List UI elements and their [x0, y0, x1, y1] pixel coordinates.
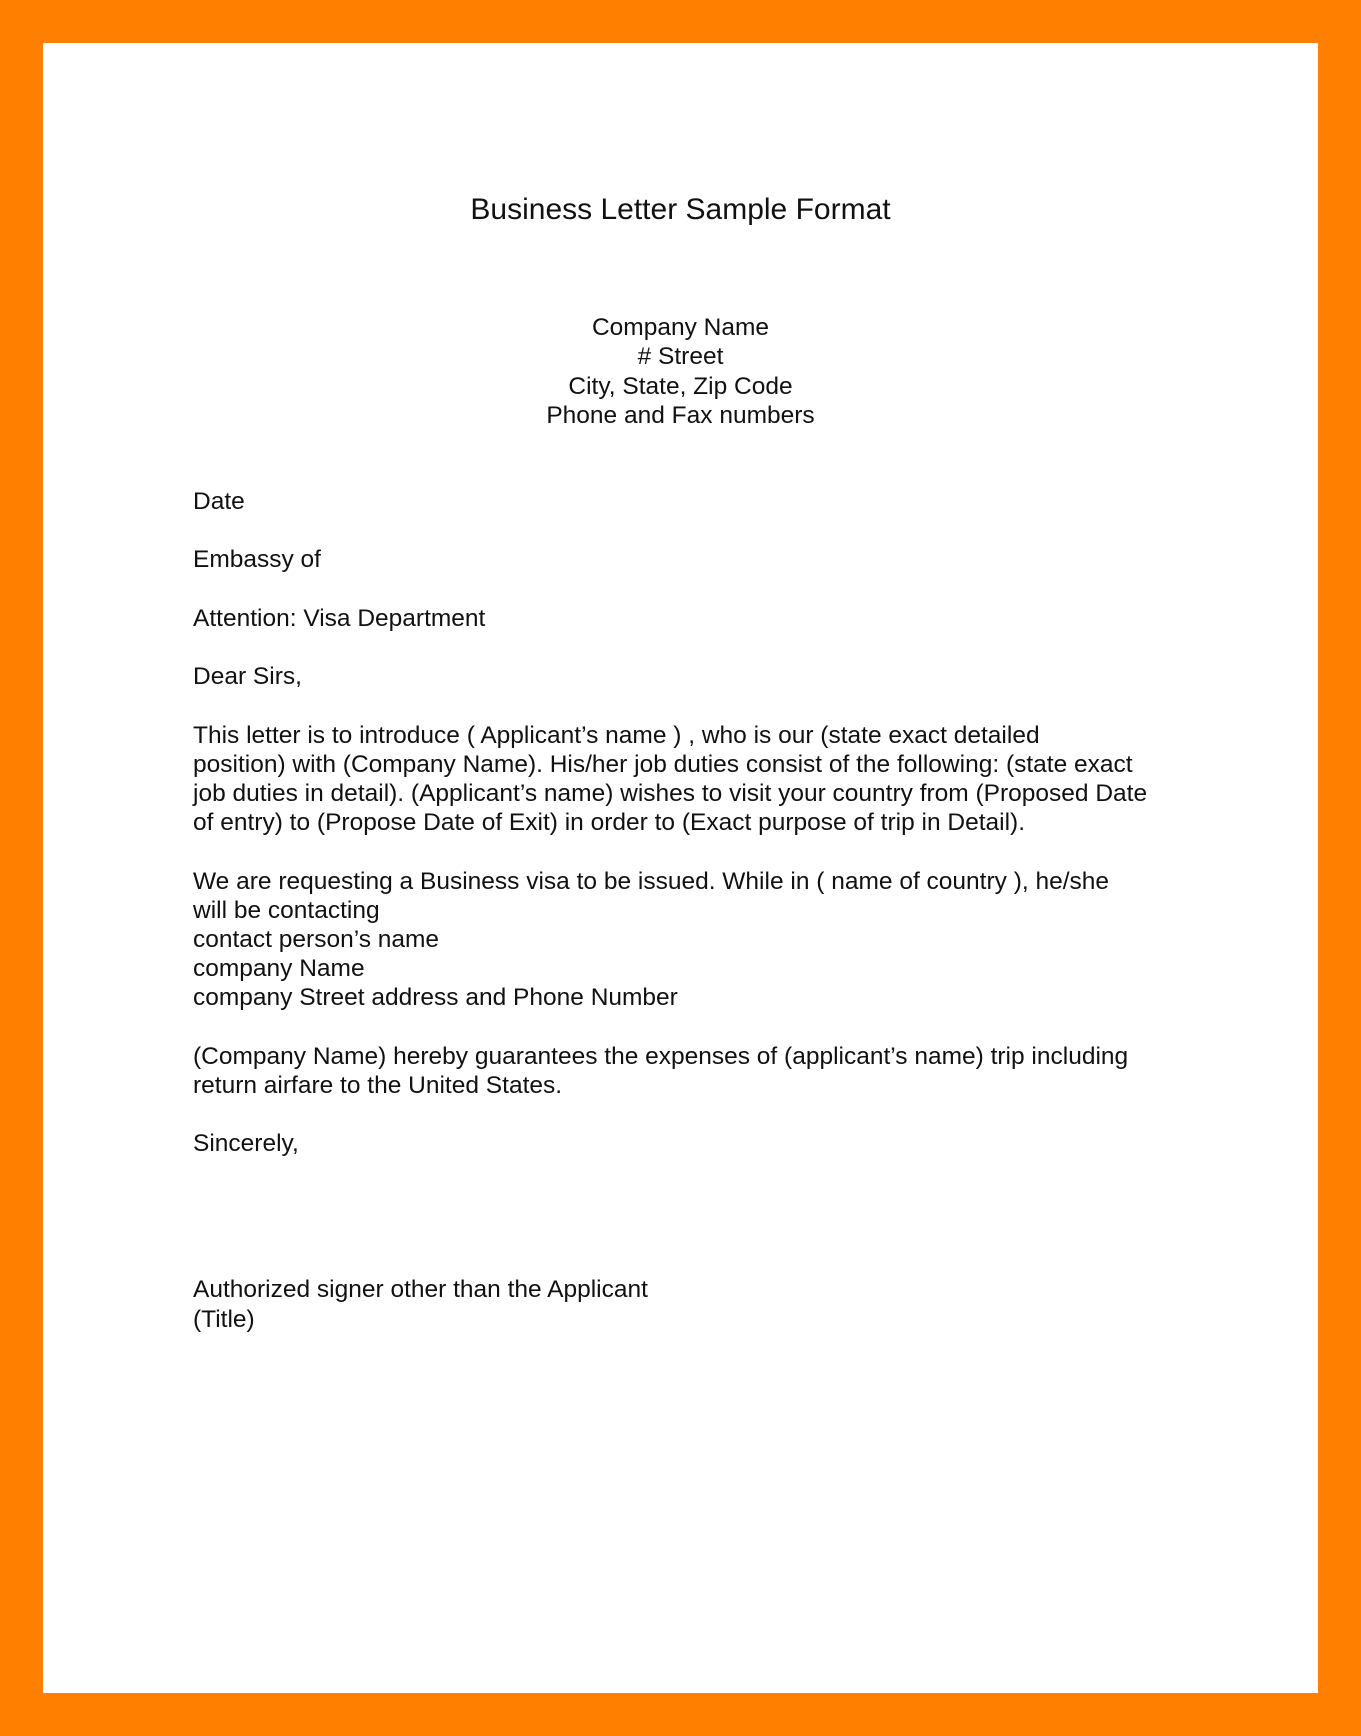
paragraph-line: company Name — [193, 955, 365, 983]
paragraph-line: of entry) to (Propose Date of Exit) in order to (Exact purpose of trip in Detail). — [193, 809, 1025, 837]
letter-attention: Attention: Visa Department — [193, 604, 486, 632]
paragraph-line: job duties in detail). (Applicant’s name) wishes to visit your country from (Proposed Date — [193, 779, 1148, 807]
paragraph-line: position) with (Company Name). His/her job duties consist of the following: (state exact — [193, 750, 1133, 778]
company-name: Company Name — [591, 314, 769, 341]
paragraph-introduction — [193, 721, 1233, 838]
paragraph-guarantee — [193, 1042, 1233, 1100]
letter-body — [193, 487, 1233, 1363]
signer-name: Authorized signer other than the Applicant — [193, 1276, 648, 1304]
letter-salutation: Dear Sirs, — [193, 663, 302, 691]
paragraph-line: company Street address and Phone Number — [193, 984, 678, 1012]
letter-embassy: Embassy of — [193, 546, 321, 574]
paragraph-visa-request — [193, 867, 1233, 1013]
letter-closing: Sincerely, — [193, 1130, 299, 1158]
paragraph-line: will be contacting — [193, 896, 380, 924]
paragraph-line: return airfare to the United States. — [193, 1071, 563, 1099]
paragraph-line: This letter is to introduce ( Applicant’s name ) , who is our (state exact detailed — [193, 721, 1040, 749]
document-title: Business Letter Sample Format — [470, 193, 891, 226]
company-phone-fax: Phone and Fax numbers — [546, 401, 815, 429]
paragraph-line: contact person’s name — [193, 925, 440, 953]
company-header — [43, 313, 1318, 430]
paragraph-line: We are requesting a Business visa to be issued. While in ( name of country ), he/she — [193, 867, 1110, 895]
company-city-state-zip: City, State, Zip Code — [568, 372, 793, 400]
letter-signer — [193, 1275, 1233, 1333]
company-street: # Street — [637, 343, 724, 371]
signer-title: (Title) — [193, 1305, 255, 1333]
letter-page — [43, 43, 1318, 1693]
signature-space — [193, 1188, 1233, 1276]
paragraph-line: (Company Name) hereby guarantees the expenses of (applicant’s name) trip including — [193, 1042, 1129, 1070]
letter-date: Date — [193, 488, 245, 515]
